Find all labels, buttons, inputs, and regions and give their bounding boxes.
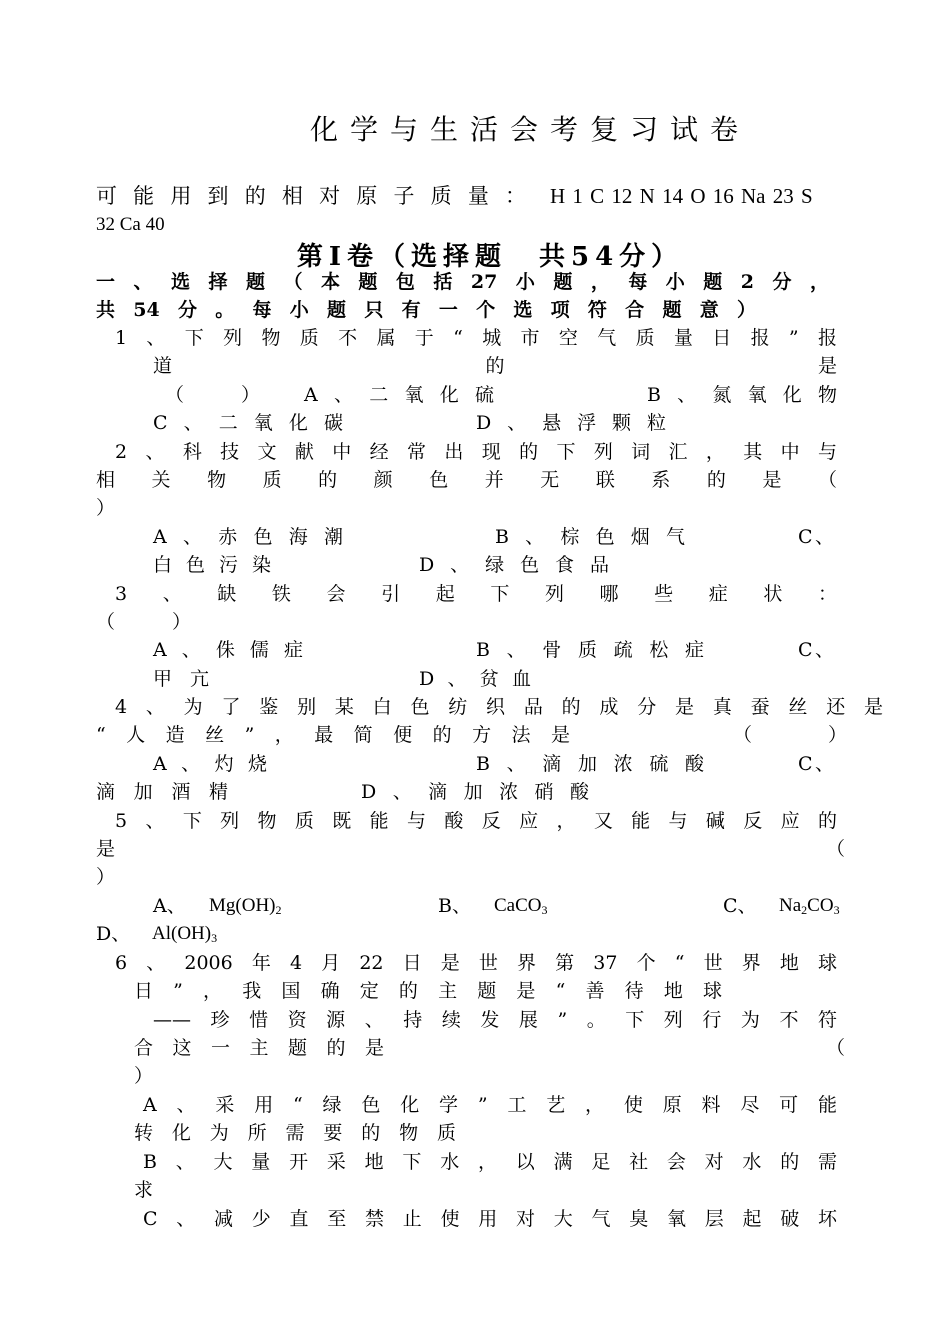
q1-stem-line2: 道的是 <box>153 355 837 377</box>
q3-option-c: 甲亢 <box>153 668 209 690</box>
q5-option-b-label: B、 <box>438 895 471 917</box>
q6-stem-line4-paren: （ <box>826 1037 846 1059</box>
q6-option-b-line2: 求 <box>134 1179 154 1201</box>
q5-option-d <box>96 922 217 946</box>
q4-option-c-label: C、 <box>798 753 834 775</box>
q1-answer-blank: （ ） <box>165 384 261 406</box>
q6-option-c-line1: C、减少直至禁止使用对大气臭氧层起破坏 <box>143 1208 837 1230</box>
q1-stem-line1: 1、下列物质不属于“城市空气质量日报”报 <box>115 327 837 349</box>
q4-option-b: B、滴加浓硫酸 <box>476 753 704 775</box>
q3-option-c-label: C、 <box>798 639 834 661</box>
q4-stem-line2: “人造丝”，最简便的方法是 <box>96 724 570 746</box>
q4-answer-blank: （ ） <box>733 724 847 746</box>
q1-option-b: B、氮氧化物 <box>647 384 837 406</box>
q6-option-a-line2: 转化为所需要的物质 <box>134 1122 456 1144</box>
q2-option-c: 白色污染 <box>153 554 271 576</box>
section-intro-2: 共54分。每小题只有一个选项符合题意） <box>96 299 756 321</box>
atomic-mass-prefix: 可能用到的相对原子质量： <box>96 184 526 208</box>
q3-option-a: A、侏儒症 <box>153 639 303 661</box>
q2-option-c-label: C、 <box>798 526 834 548</box>
q5-option-d-label: D、 <box>96 923 131 945</box>
q5-option-b <box>438 894 548 918</box>
q4-option-c: 滴加酒精 <box>96 781 228 803</box>
q6-stem-line5: ） <box>134 1065 154 1087</box>
q4-option-a: A、灼烧 <box>153 753 267 775</box>
q5-option-d-formula: $Al(OH)_3$ <box>152 923 218 945</box>
q6-stem-line2: 日”，我国确定的主题是“善待地球 <box>134 980 722 1002</box>
q5-option-b-formula: CaCO$_3$ <box>494 895 548 917</box>
q1-option-d: D、悬浮颗粒 <box>476 412 666 434</box>
q6-stem-line3: ——珍惜资源、持续发展”。下列行为不符 <box>153 1009 837 1031</box>
section-heading: 第Ⅰ卷（选择题 共54分） <box>296 242 684 272</box>
q5-option-c <box>723 894 840 918</box>
q1-option-c: C、二氧化碳 <box>153 412 343 434</box>
q2-option-d: D、绿色食品 <box>419 554 609 576</box>
q5-stem-line3: ） <box>96 866 116 888</box>
q5-option-c-formula: $Na_2CO_3$ <box>779 895 840 917</box>
q3-option-b: B、骨质疏松症 <box>476 639 704 661</box>
q1-option-a: A、二氧化硫 <box>304 384 494 406</box>
q3-stem-line1: 3、缺铁会引起下列哪些症状： <box>115 583 837 605</box>
q5-option-a-formula: $Mg(OH)_2$ <box>209 895 282 917</box>
q5-stem-line2-paren: （ <box>826 838 846 860</box>
q6-stem-line4: 合这一主题的是 <box>134 1037 384 1059</box>
section-intro-1: 一、选择题（本题包括27小题，每小题2分， <box>96 271 829 293</box>
q3-option-d: D、贫血 <box>419 668 531 690</box>
q4-stem-line1: 4、为了鉴别某白色纺织品的成分是真蚕丝还是 <box>115 696 883 718</box>
q2-stem-line3: ） <box>96 497 116 519</box>
q2-option-b: B、棕色烟气 <box>495 526 685 548</box>
q5-option-a <box>153 894 282 918</box>
page-title: 化学与生活会考复习试卷 <box>309 113 750 146</box>
q5-stem-line1: 5、下列物质既能与酸反应，又能与碱反应的 <box>115 810 837 832</box>
q4-option-d: D、滴加浓硝酸 <box>361 781 589 803</box>
q2-stem-line1: 2、科技文献中经常出现的下列词汇，其中与 <box>115 441 837 463</box>
q6-stem-line1: 6、2006年4月22日是世界第37个“世界地球 <box>115 952 837 974</box>
q2-stem-line2: 相关物质的颜色并无联系的是（ <box>96 469 837 491</box>
q6-option-a-line1: A、采用“绿色化学”工艺，使原料尽可能 <box>143 1094 837 1116</box>
q3-answer-blank: （ ） <box>96 611 192 633</box>
q5-option-a-label: A、 <box>153 895 186 917</box>
q5-option-c-label: C、 <box>723 895 757 917</box>
atomic-mass-values-cont: 32 Ca 40 <box>96 214 165 235</box>
atomic-mass-values: H 1 C 12 N 14 O 16 Na 23 S <box>550 184 813 208</box>
q2-option-a: A、赤色海潮 <box>153 526 343 548</box>
q5-stem-line2-start: 是 <box>96 838 116 860</box>
q6-option-b-line1: B、大量开采地下水，以满足社会对水的需 <box>143 1151 837 1173</box>
